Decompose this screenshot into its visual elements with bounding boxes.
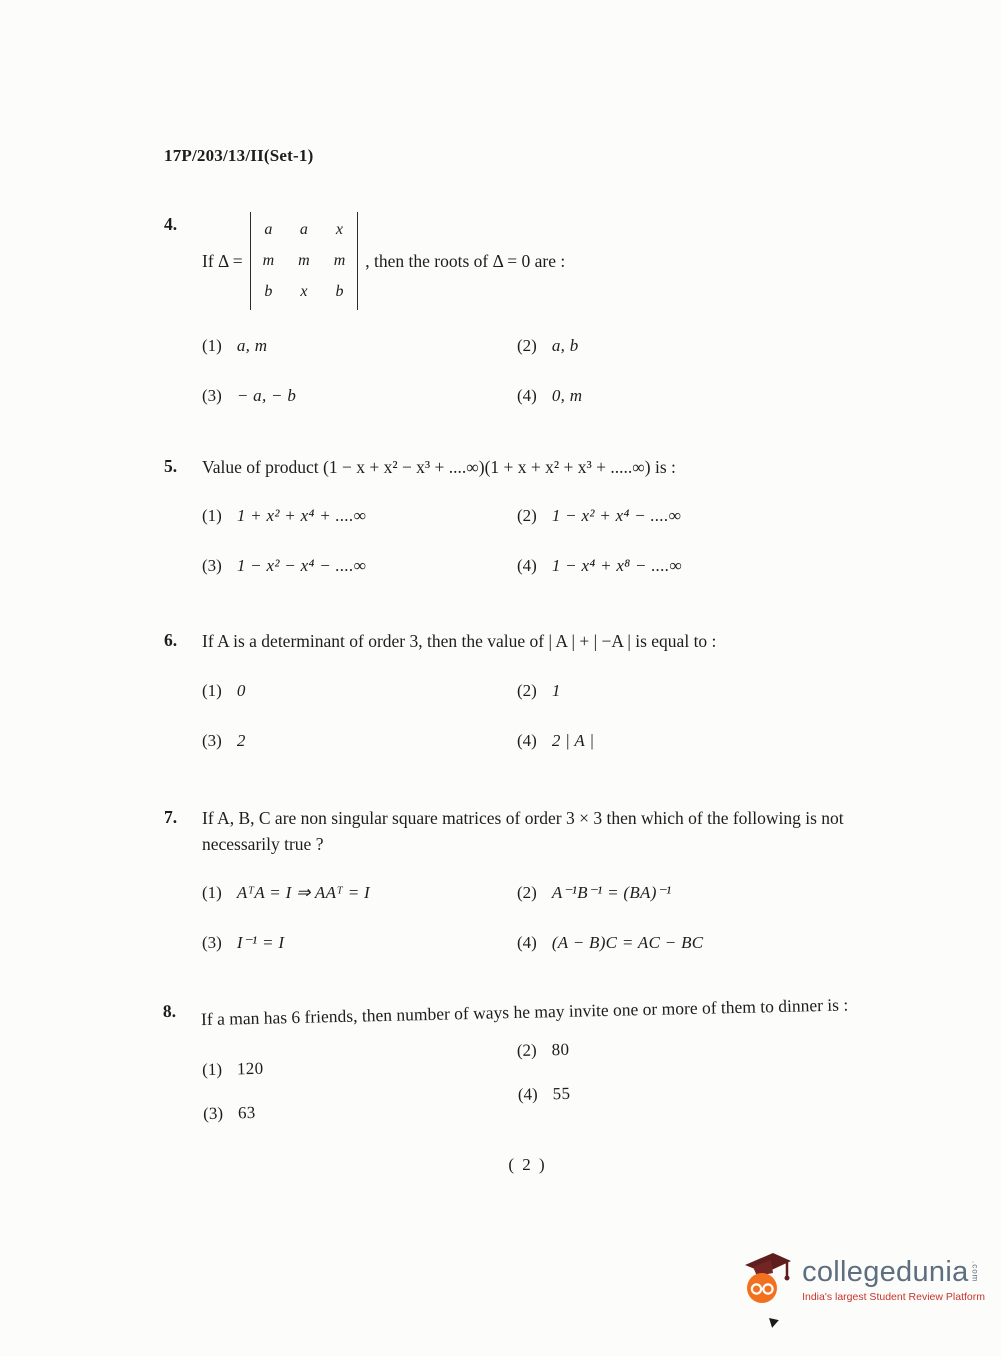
option-label: (2)	[517, 506, 537, 526]
question-intro: If Δ =	[202, 250, 243, 271]
option	[202, 1053, 517, 1080]
options-list	[202, 681, 852, 751]
option-label: (3)	[202, 730, 222, 750]
option	[517, 1033, 852, 1061]
option-label: (1)	[201, 1059, 223, 1079]
option-text: 1 − x⁴ + x⁸ − ....∞	[551, 556, 682, 576]
collegedunia-domain-text: .com	[970, 1261, 980, 1283]
question-4	[164, 212, 891, 406]
question-8	[163, 983, 893, 1125]
option	[202, 386, 517, 406]
option-text: a, m	[236, 336, 268, 355]
matrix-cell: x	[300, 283, 308, 300]
option	[517, 506, 852, 526]
option-text: 0	[236, 680, 246, 700]
page-number: ( 2 )	[508, 1154, 547, 1174]
matrix-cell: m	[333, 252, 346, 269]
option-label: (3)	[202, 386, 222, 405]
option-label: (4)	[517, 386, 537, 405]
question-5	[164, 454, 891, 576]
option	[202, 731, 517, 751]
matrix-bar-right	[357, 212, 358, 310]
question-6	[164, 628, 891, 750]
options-list	[202, 883, 852, 953]
option-label: (4)	[517, 730, 537, 750]
option-label: (4)	[517, 1084, 538, 1104]
matrix-cell: b	[335, 283, 344, 300]
option	[518, 1077, 853, 1105]
matrix-cell: m	[298, 252, 310, 269]
matrix-cell: b	[264, 283, 273, 300]
question-text: If a man has 6 friends, then number of ways he may invite one or more of them to dinner is :	[200, 994, 849, 1030]
collegedunia-logo	[739, 1249, 985, 1312]
options-list	[201, 1039, 853, 1124]
option-label: (1)	[202, 506, 222, 526]
option-text: 1 − x² − x⁴ − ....∞	[236, 556, 367, 576]
option-label: (2)	[516, 1040, 537, 1060]
question-text: Value of product (1 − x + x² − x³ + ....∞)(1 + x + x² + x³ + .....∞) is :	[202, 457, 676, 477]
option-text: 80	[551, 1039, 570, 1059]
option	[202, 506, 517, 526]
matrix-cell: x	[335, 221, 344, 238]
option-text: 120	[236, 1058, 264, 1079]
question-number: 7.	[164, 806, 178, 827]
matrix-cell: a	[264, 221, 273, 238]
option-text: 1 + x² + x⁴ + ....∞	[236, 506, 367, 526]
collegedunia-tagline: India's largest Student Review Platform	[802, 1291, 985, 1303]
option-label: (2)	[517, 336, 537, 355]
option	[517, 556, 852, 576]
question-number: 8.	[162, 1000, 177, 1022]
option-text: 55	[552, 1083, 571, 1103]
option	[517, 933, 852, 953]
option-label: (1)	[202, 680, 222, 700]
question-number: 4.	[164, 214, 178, 234]
determinant-matrix	[250, 212, 359, 310]
option	[202, 681, 517, 701]
option-text: 0, m	[551, 386, 583, 405]
collegedunia-brand-text: collegedunia	[802, 1256, 969, 1288]
option-text: a, b	[551, 336, 579, 355]
option	[517, 681, 852, 701]
paper-code: 17P/203/13/II(Set-1)	[164, 146, 314, 165]
option-text: − a, − b	[236, 386, 297, 405]
question-7	[164, 805, 891, 954]
option-text: I⁻¹ = I	[236, 933, 285, 952]
option-text: (A − B)C = AC − BC	[551, 933, 704, 952]
option	[202, 556, 517, 576]
option-text: AᵀA = I ⇒ AAᵀ = I	[236, 883, 370, 902]
option-text: 1	[551, 680, 561, 700]
option	[203, 1097, 518, 1124]
option	[517, 336, 852, 356]
question-text: If A, B, C are non singular square matrices of order 3 × 3 then which of the following is not necessarily true ?	[202, 807, 844, 854]
options-list	[202, 506, 852, 576]
option-text: 2	[236, 730, 246, 750]
question-number: 6.	[164, 630, 178, 651]
option-text: 63	[237, 1102, 256, 1123]
option-label: (3)	[202, 1103, 224, 1123]
option-label: (2)	[517, 680, 537, 700]
matrix-grid	[251, 212, 358, 310]
scan-artifact	[767, 1318, 779, 1329]
question-text	[202, 212, 867, 310]
collegedunia-mascot-icon	[739, 1249, 793, 1312]
option-label: (4)	[517, 933, 537, 952]
option	[517, 731, 852, 751]
option	[202, 336, 517, 356]
option-label: (2)	[517, 883, 537, 902]
option-label: (1)	[202, 336, 222, 355]
option	[517, 386, 852, 406]
option-label: (1)	[202, 883, 222, 902]
option	[202, 933, 517, 953]
option-label: (3)	[202, 556, 222, 576]
option-text: 2 | A |	[551, 730, 595, 750]
question-number: 5.	[164, 456, 178, 476]
question-outro: , then the roots of Δ = 0 are :	[365, 250, 566, 271]
option-text: A⁻¹B⁻¹ = (BA)⁻¹	[551, 883, 672, 902]
question-text: If A is a determinant of order 3, then the value of | A | + | −A | is equal to :	[202, 631, 717, 652]
option-text: 1 − x² + x⁴ − ....∞	[551, 506, 682, 526]
matrix-cell: m	[262, 252, 275, 269]
option	[517, 883, 852, 903]
option	[202, 883, 517, 903]
option-label: (3)	[202, 933, 222, 952]
matrix-cell: a	[299, 221, 308, 238]
option-label: (4)	[517, 556, 537, 576]
options-list	[202, 336, 852, 406]
